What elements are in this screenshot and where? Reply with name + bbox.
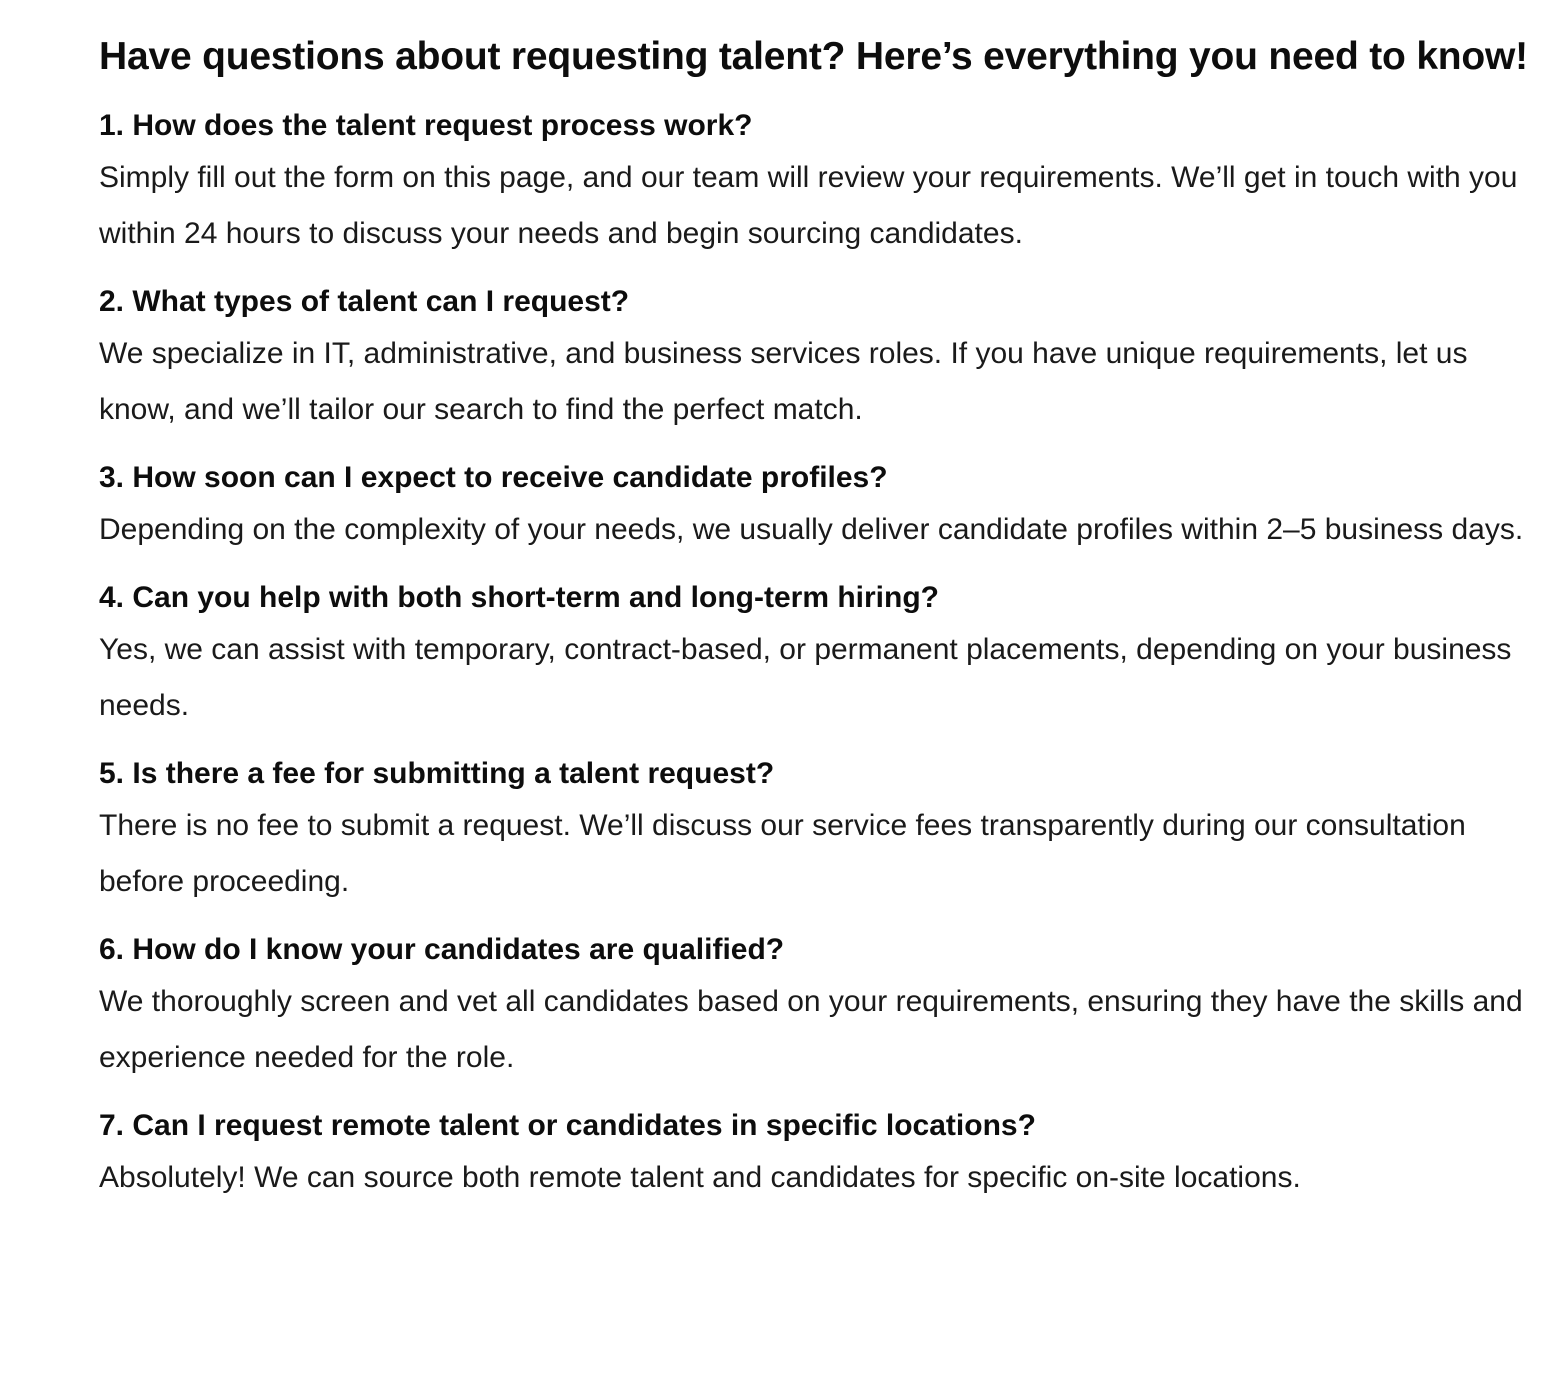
- faq-question: 5. Is there a fee for submitting a talent request?: [99, 757, 775, 790]
- faq-question: 2. What types of talent can I request?: [99, 285, 630, 318]
- faq-answer: There is no fee to submit a request. We’ll discuss our service fees transparently during our consultation before proceeding.: [99, 809, 1466, 898]
- faq-page: [99, 24, 1531, 1222]
- faq-item-7: [99, 1102, 1531, 1206]
- faq-item-5: [99, 750, 1531, 910]
- faq-question: 6. How do I know your candidates are qualified?: [99, 933, 785, 966]
- faq-item-3: [99, 454, 1531, 558]
- faq-item-1: [99, 102, 1531, 262]
- faq-answer: We thoroughly screen and vet all candidates based on your requirements, ensuring they have the skills and experience needed for the role.: [99, 985, 1523, 1074]
- faq-list: [99, 102, 1531, 1206]
- faq-answer: We specialize in IT, administrative, and business services roles. If you have unique requirements, let us know, and we’ll tailor our search to find the perfect match.: [99, 337, 1468, 426]
- faq-question: 4. Can you help with both short-term and long-term hiring?: [99, 581, 939, 614]
- page-title: Have questions about requesting talent? Here’s everything you need to know!: [99, 35, 1528, 78]
- faq-item-4: [99, 574, 1531, 734]
- faq-item-2: [99, 278, 1531, 438]
- faq-question: 7. Can I request remote talent or candidates in specific locations?: [99, 1109, 1036, 1142]
- faq-item-6: [99, 926, 1531, 1086]
- faq-answer: Yes, we can assist with temporary, contract-based, or permanent placements, depending on your business needs.: [99, 633, 1512, 722]
- faq-answer: Absolutely! We can source both remote talent and candidates for specific on-site locations.: [99, 1161, 1301, 1194]
- faq-question: 3. How soon can I expect to receive candidate profiles?: [99, 461, 888, 494]
- faq-question: 1. How does the talent request process work?: [99, 109, 753, 142]
- faq-answer: Simply fill out the form on this page, and our team will review your requirements. We’ll get in touch with you within 24 hours to discuss your needs and begin sourcing candidates.: [99, 161, 1518, 250]
- faq-answer: Depending on the complexity of your needs, we usually deliver candidate profiles within 2–5 business days.: [99, 513, 1524, 546]
